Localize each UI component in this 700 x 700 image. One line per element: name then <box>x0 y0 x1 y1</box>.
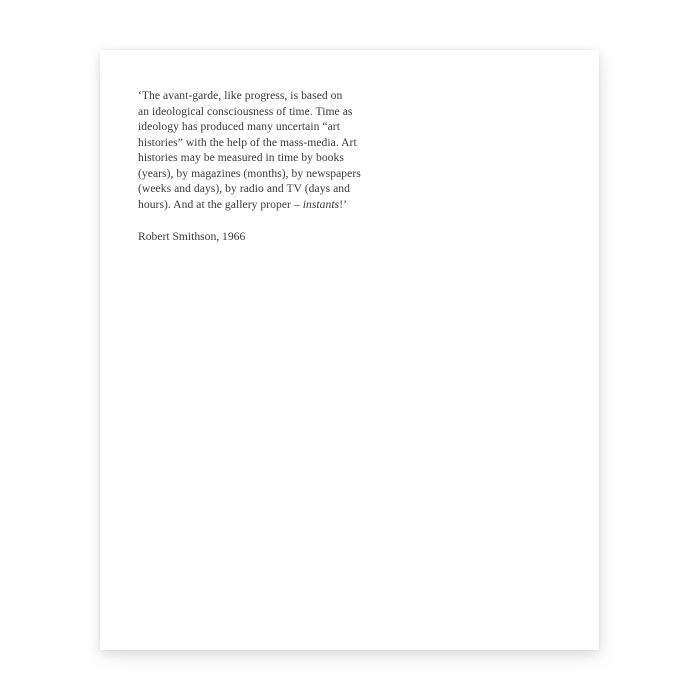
book-page <box>100 50 599 650</box>
quote-line: ideology has produced many uncertain “art <box>138 120 340 133</box>
quote-line: an ideological consciousness of time. Time as <box>138 104 353 118</box>
epigraph-quote <box>138 88 378 212</box>
quote-line: ‘The avant-garde, like progress, is based on <box>138 89 343 102</box>
quote-italic-word: instants <box>302 197 340 211</box>
quote-line: (years), by magazines (months), by newspapers <box>138 166 361 180</box>
quote-attribution: Robert Smithson, 1966 <box>138 230 246 243</box>
quote-line: histories” with the help of the mass-media. Art <box>138 135 357 149</box>
quote-last-line-suffix: !’ <box>339 197 348 211</box>
quote-line: (weeks and days), by radio and TV (days and <box>138 182 350 195</box>
quote-last-line-prefix: hours). And at the gallery proper – <box>138 197 303 211</box>
quote-last-line <box>138 197 378 213</box>
quote-line: histories may be measured in time by books <box>138 151 344 164</box>
